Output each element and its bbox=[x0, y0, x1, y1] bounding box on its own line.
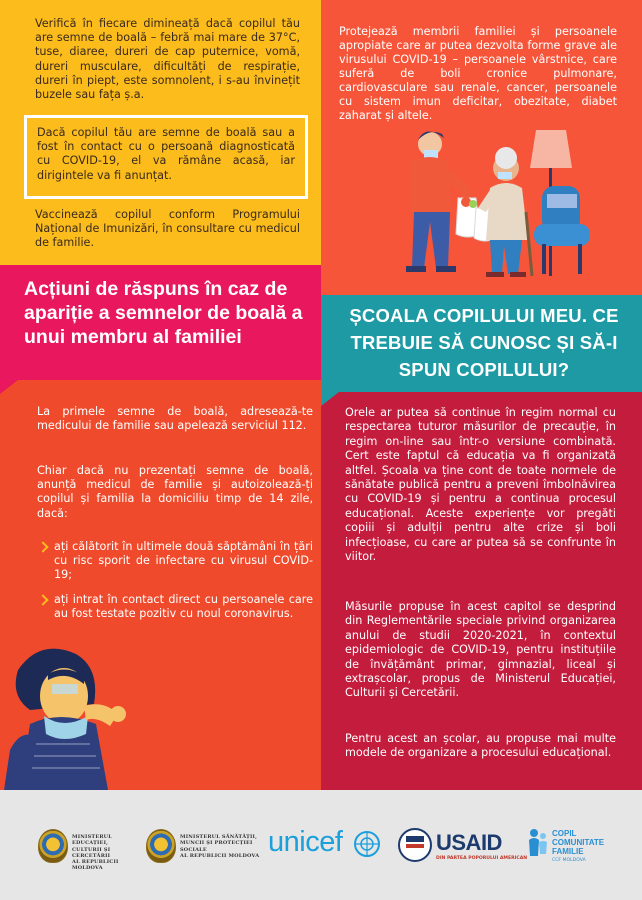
stay-home-notice-text: Dacă copilul tău are semne de boală sau a fost în contact cu o persoană diagnosticată cu COVID-19, el va rămâne acasă, iar dirigintele va fi anunțat. bbox=[37, 126, 295, 182]
unicef-wordmark: unicef bbox=[268, 826, 343, 858]
ministry-health-name: MINISTERUL SĂNĂTĂȚII, MUNCII ȘI PROTECȚIEI SOCIALE AL REPUBLICII MOLDOVA bbox=[180, 834, 260, 859]
chevron-right-icon bbox=[37, 541, 48, 552]
response-actions-title: Acțiuni de răspuns în caz de apariție a semnelor de boală a unui membru al familiei bbox=[24, 278, 303, 348]
teal-title-pointer bbox=[321, 392, 339, 406]
first-signs-text: La primele semne de boală, adresează-te medicului de familie sau apelează serviciul 112. bbox=[37, 405, 313, 433]
symptoms-check-text: Verifică în fiecare dimineață dacă copilul tău are semne de boală – febră mai mare de 37°C, tuse, diaree, dureri de cap puternice, vomă, dureri musculare, dificultăți de respirație, dureri în piept, este somnolent, i s-au învinețit buzele sau fața ș.a. bbox=[35, 17, 300, 102]
chevron-right-icon bbox=[37, 594, 48, 605]
school-intro-text: Orele ar putea să continue în regim normal cu respectarea tuturor măsurilor de precauție, în regim on-line sau într-o versiune combinată. Cert este faptul că educația va fi organizată altfel. Școala va ține cont de toate normele de sănătate publică pentru a preveni îmbolnăvirea cu COVID-19 și pentru a continua procesul educațional. Aceste experiențe vor pregăti copiii și adulții pentru alte crize și boli infecțioase, cu care ar putea să se confrunte în viitor. bbox=[345, 406, 616, 564]
family-helping-elderly-illustration bbox=[366, 128, 606, 280]
moldova-coat-of-arms-icon bbox=[38, 829, 68, 863]
usaid-wordmark: USAID bbox=[436, 830, 502, 855]
ccf-moldova-logo bbox=[528, 826, 628, 870]
family-figures-icon bbox=[528, 828, 550, 858]
ministry-education-name: MINISTERUL EDUCAȚIEI, CULTURII ȘI CERCETĂRII AL REPUBLICII MOLDOVA bbox=[72, 834, 119, 872]
ccf-name: COPIL COMUNITATE FAMILIE bbox=[552, 829, 605, 856]
protect-family-text: Protejează membrii familiei și persoanele apropiate care ar putea dezvolta forme grave ale virusului COVID-19 – persoanele vârstnice, care suferă de boli cronice pulmonare, cardiovasculare sau renale, cancer, persoanele cu sistem imun deficitar, obezitate, diabet zaharat și altele. bbox=[339, 25, 617, 122]
list-item bbox=[37, 593, 313, 621]
usaid-seal-icon bbox=[398, 828, 432, 862]
unicef-globe-icon bbox=[354, 831, 380, 857]
school-models-text: Pentru acest an școlar, au propuse mai multe modele de organizare a procesului educațional. bbox=[345, 732, 616, 760]
ministry-health-logo bbox=[146, 826, 260, 866]
pink-title-pointer bbox=[0, 380, 18, 394]
self-isolation-text: Chiar dacă nu prezentați semne de boală, anunță medicul de familie și autoizolează-ți copilul și familia la domiciliu timp de 14 zile, dacă: bbox=[37, 464, 313, 520]
usaid-tagline: DIN PARTEA POPORULUI AMERICAN bbox=[436, 856, 528, 861]
ministry-education-logo bbox=[38, 826, 138, 872]
sick-coughing-woman-illustration bbox=[0, 640, 140, 790]
usaid-logo bbox=[398, 826, 528, 866]
stay-home-notice-box bbox=[24, 115, 308, 199]
list-item-text: ați intrat în contact direct cu persoanele care au fost testate pozitiv cu noul coronavirus. bbox=[54, 593, 313, 621]
regulations-text: Măsurile propuse în acest capitol se desprind din Reglementările speciale privind organizarea anului de studii 2020-2021, în contextul epidemiologic de COVID-19, pentru instituțiile de învățământ primar, gimnazial, liceal și extrașcolar, propus de Ministerul Educației, Culturii și Cercetării. bbox=[345, 600, 616, 700]
unicef-logo bbox=[268, 826, 386, 866]
list-item bbox=[37, 540, 313, 583]
vaccination-text: Vaccinează copilul conform Programului Național de Imunizări, în consultare cu medicul de familie. bbox=[35, 208, 300, 250]
ccf-subtitle: CCF MOLDOVA bbox=[552, 858, 586, 863]
moldova-coat-of-arms-icon bbox=[146, 829, 176, 863]
list-item-text: ați călătorit în ultimele două săptămâni în țări cu risc sporit de infectare cu virusul COVID-19; bbox=[54, 540, 313, 582]
school-section-title: ȘCOALA COPILULUI MEU. CE TREBUIE SĂ CUNOSC ȘI SĂ-I SPUN COPILULUI? bbox=[349, 305, 619, 380]
